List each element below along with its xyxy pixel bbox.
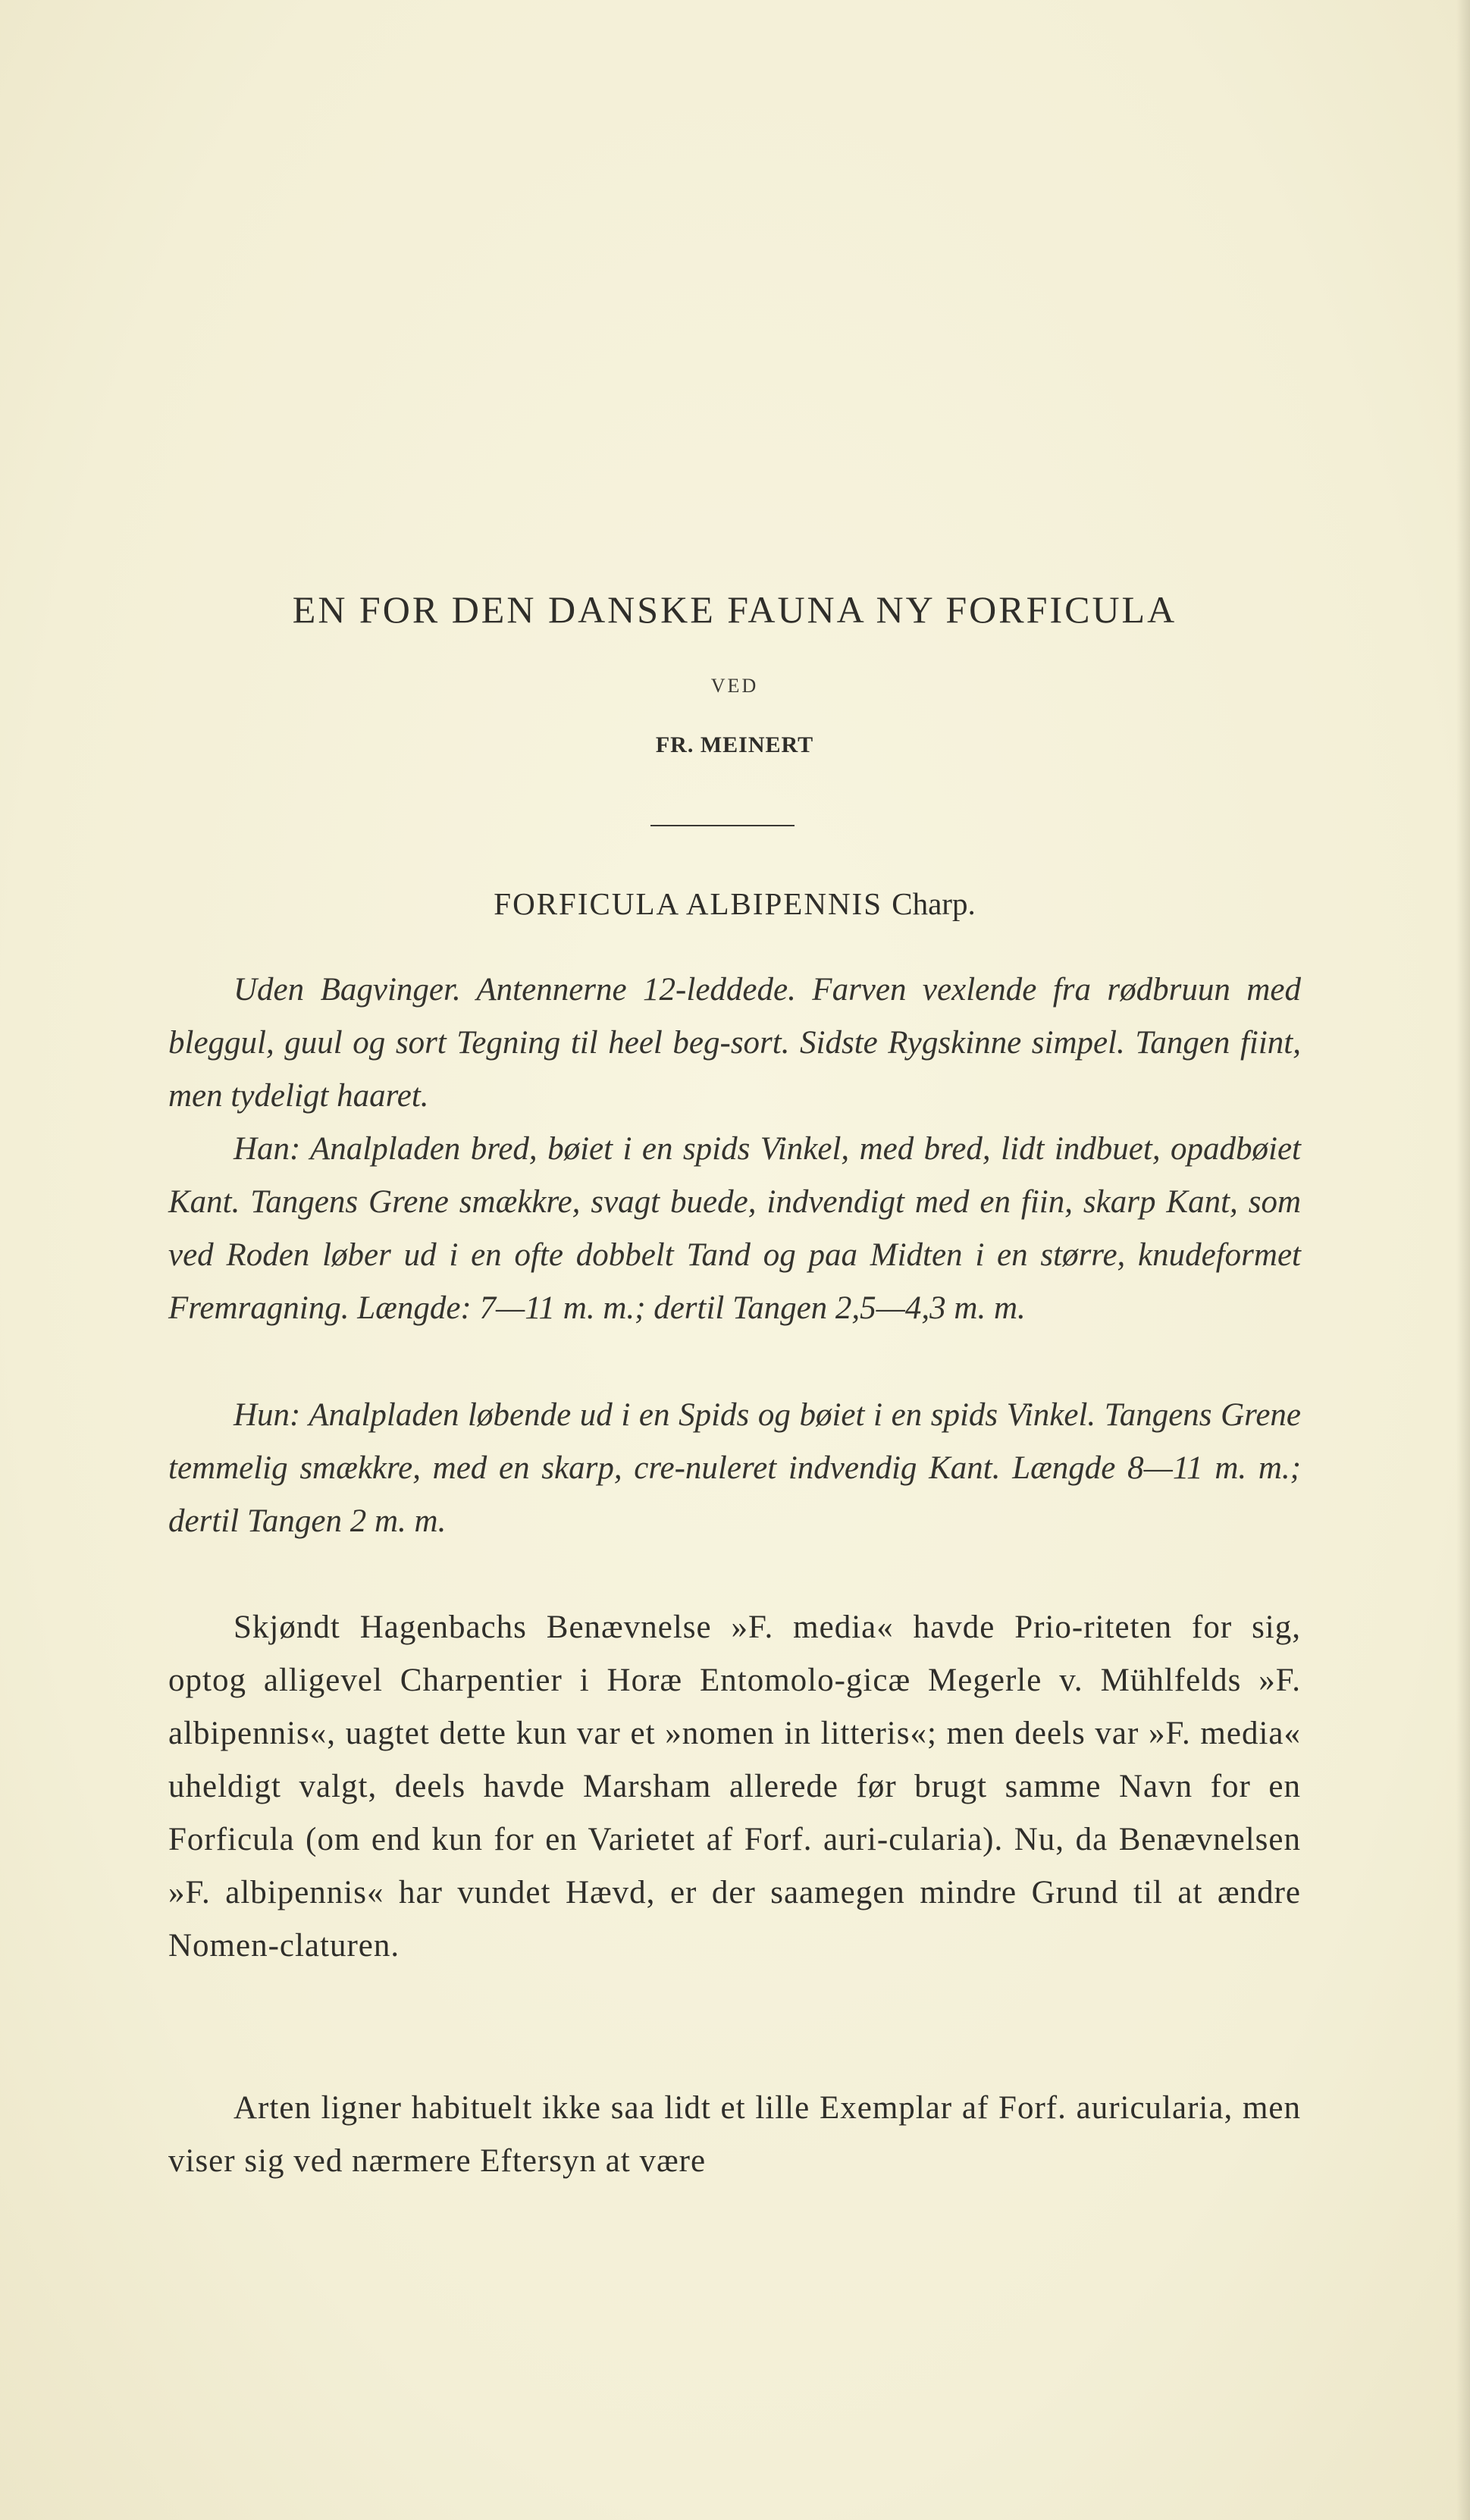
article-title: EN FOR DEN DANSKE FAUNA NY FORFICULA xyxy=(292,588,1177,631)
diagnosis-female: Hun: Analpladen løbende ud i en Spids og bøiet i en spids Vinkel. Tangens Grene temmelig smækkre, med en skarp, cre-nuleret indvendig Kant. Længde 8—11 m. m.; dertil Tangen 2 m. m. xyxy=(168,1397,1301,1539)
species-heading xyxy=(168,885,1301,922)
diagnosis-male: Han: Analpladen bred, bøiet i en spids Vinkel, med bred, lidt indbuet, opadbøiet Kant. Tangens Grene smækkre, svagt buede, indvendigt med en fiin, skarp Kant, som ved Roden løber ud i en ofte dobbelt Tand og paa Midten i en større, knudeformet Fremragning. Længde: 7—11 m. m.; dertil Tangen 2,5—4,3 m. m. xyxy=(168,1131,1301,1326)
byline-ved: VED xyxy=(710,675,759,697)
body-paragraph-nomenclature: Skjøndt Hagenbachs Benævnelse »F. media« havde Prio-riteten for sig, optog alligevel Charpentier i Horæ Entomolo-gicæ Megerle v. Mühlfelds »F. albipennis«, uagtet dette kun var et »nomen in litteris«; men deels var »F. media« uheldigt valgt, deels havde Marsham allerede før brugt samme Navn for en Forficula (om end kun for en Varietet af Forf. auri-cularia). Nu, da Benævnelsen »F. albipennis« har vundet Hævd, er der saamegen mindre Grund til at ændre Nomen-claturen. xyxy=(168,1609,1301,1964)
species-authority: Charp. xyxy=(892,886,976,921)
title-divider xyxy=(650,825,795,826)
body-paragraph-habitus: Arten ligner habituelt ikke saa lidt et lille Exemplar af Forf. auricularia, men viser sig ved nærmere Eftersyn at være xyxy=(168,2090,1301,2179)
species-name: FORFICULA ALBIPENNIS xyxy=(494,886,883,921)
page-edge-shadow xyxy=(1456,0,1470,2520)
author-name: FR. MEINERT xyxy=(655,732,814,757)
diagnosis-general: Uden Bagvinger. Antennerne 12-leddede. Farven vexlende fra rødbruun med bleggul, guul og sort Tegning til heel beg-sort. Sidste Rygskinne simpel. Tangen fiint, men tydeligt haaret. xyxy=(168,972,1301,1114)
